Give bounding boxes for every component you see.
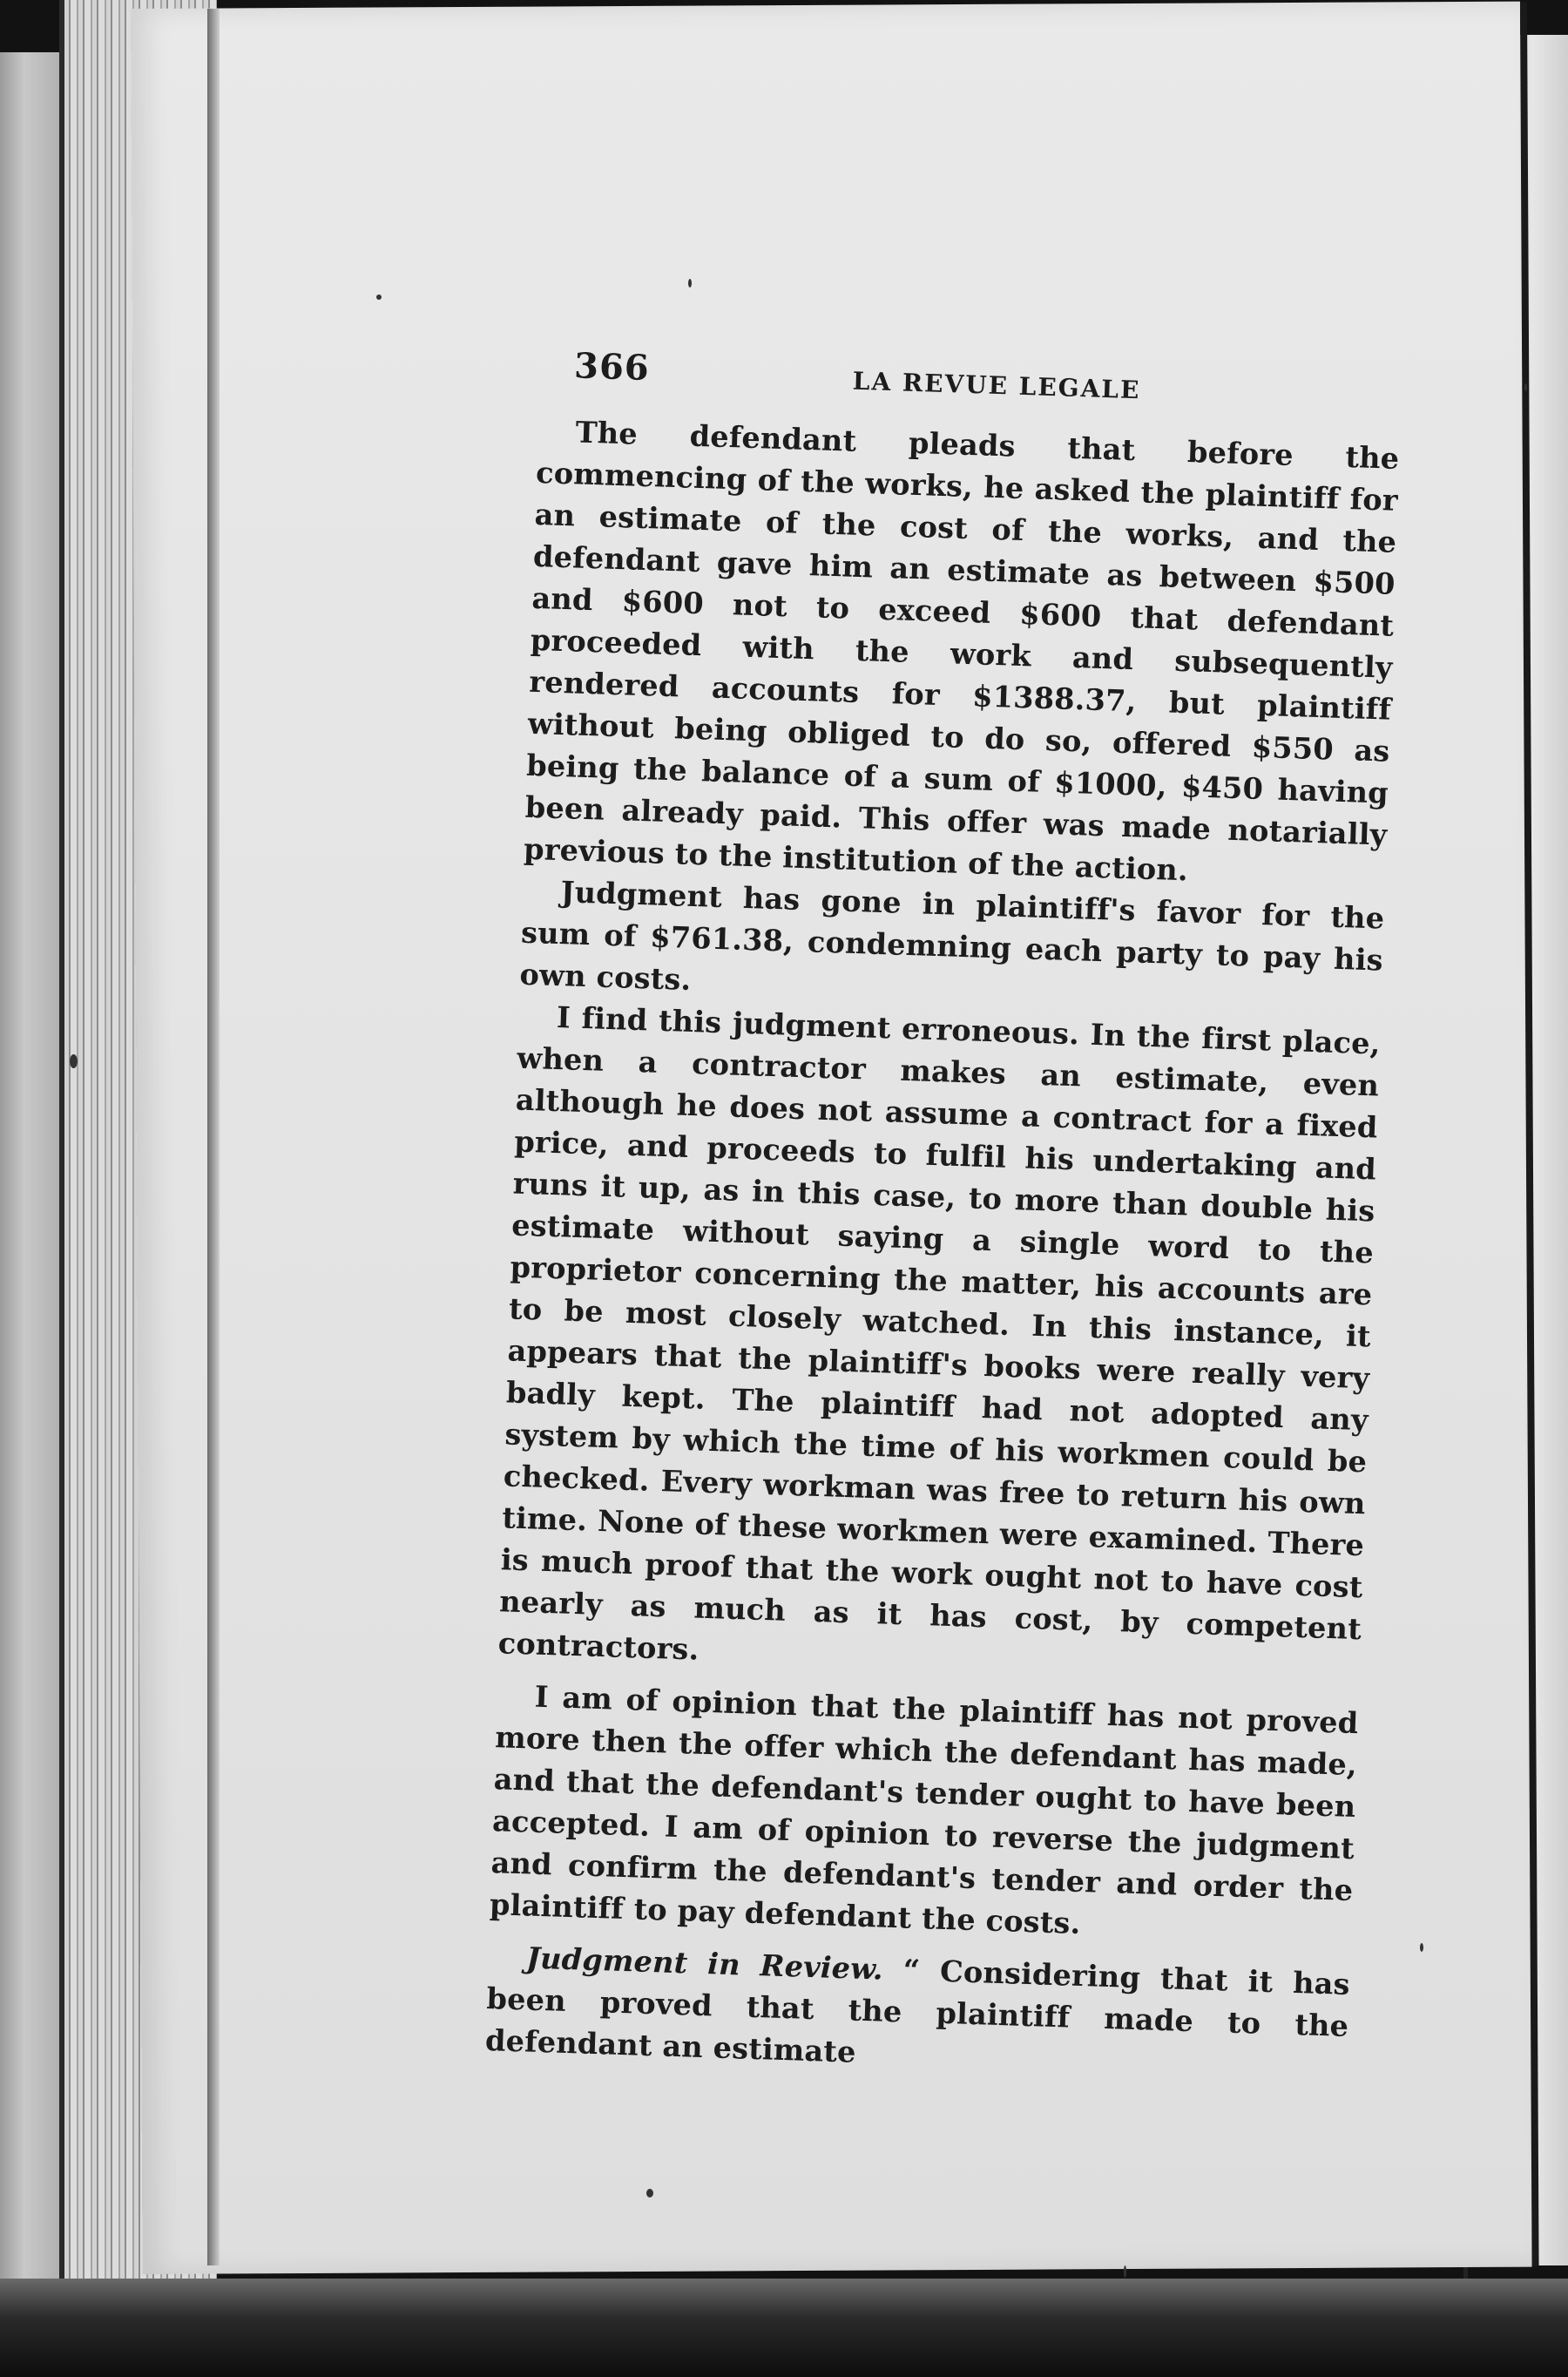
running-title: LA REVUE LEGALE	[852, 366, 1141, 405]
page-text-block	[484, 344, 1402, 2089]
judgment-in-review-text: “ Considering that it has been proved that the plaintiff made to the defendant an estimate	[484, 1953, 1351, 2069]
paragraph-opinion: I am of opinion that the plaintiff has not proved more then the offer which the defendant has made, and that the defendant's tender ought to have been accepted. I am of opinion to reverse the judgment and confirm the defendant's tender and order the plaintiff to pay defendant the costs.	[489, 1679, 1360, 1940]
spine-shadow	[207, 9, 220, 2265]
page-number: 366	[573, 345, 651, 389]
scan-bottom-edge	[0, 2279, 1568, 2377]
paragraph-judgment-gone: Judgment has gone in plaintiff's favor for the sum of $761.38, condemning each party to pay his own costs.	[519, 875, 1385, 997]
paragraph-judgment-erroneous: I find this judgment erroneous. In the first place, when a contractor makes an estimate, even although he does not assume a contract for a fixed price, and proceeds to fulfil his undertaking and runs it up, as in this case, to more than double his estimate without saying a single word to the proprietor concerning the matter, his accounts are to be most closely watched. In this instance, it appears that the plaintiff's books were really very badly kept. The plaintiff had not adopted any system by which the time of his workmen could be checked. Every workman was free to return his own time. None of these workmen were examined. There is much proof that the work ought not to have cost nearly as much as it has cost, by competent contractors.	[497, 1000, 1382, 1667]
left-page-fragment	[0, 52, 61, 2283]
judgment-in-review-lead: Judgment in Review.	[525, 1940, 884, 1987]
paragraph-defendant-pleads: The defendant pleads that before the commencing of the works, he asked the plaintiff for an estimate of the cost of the works, and the defendant gave him an estimate as between $500 and $600 not to exceed $600 that defendant proceeded with the work and subsequently rendered accounts for $1388.37, but plaintiff without being obliged to do so, offered $550 as being the balance of a sum of $1000, $450 having been already paid. This offer was made notarially previous to the institution of the action.	[523, 415, 1400, 888]
